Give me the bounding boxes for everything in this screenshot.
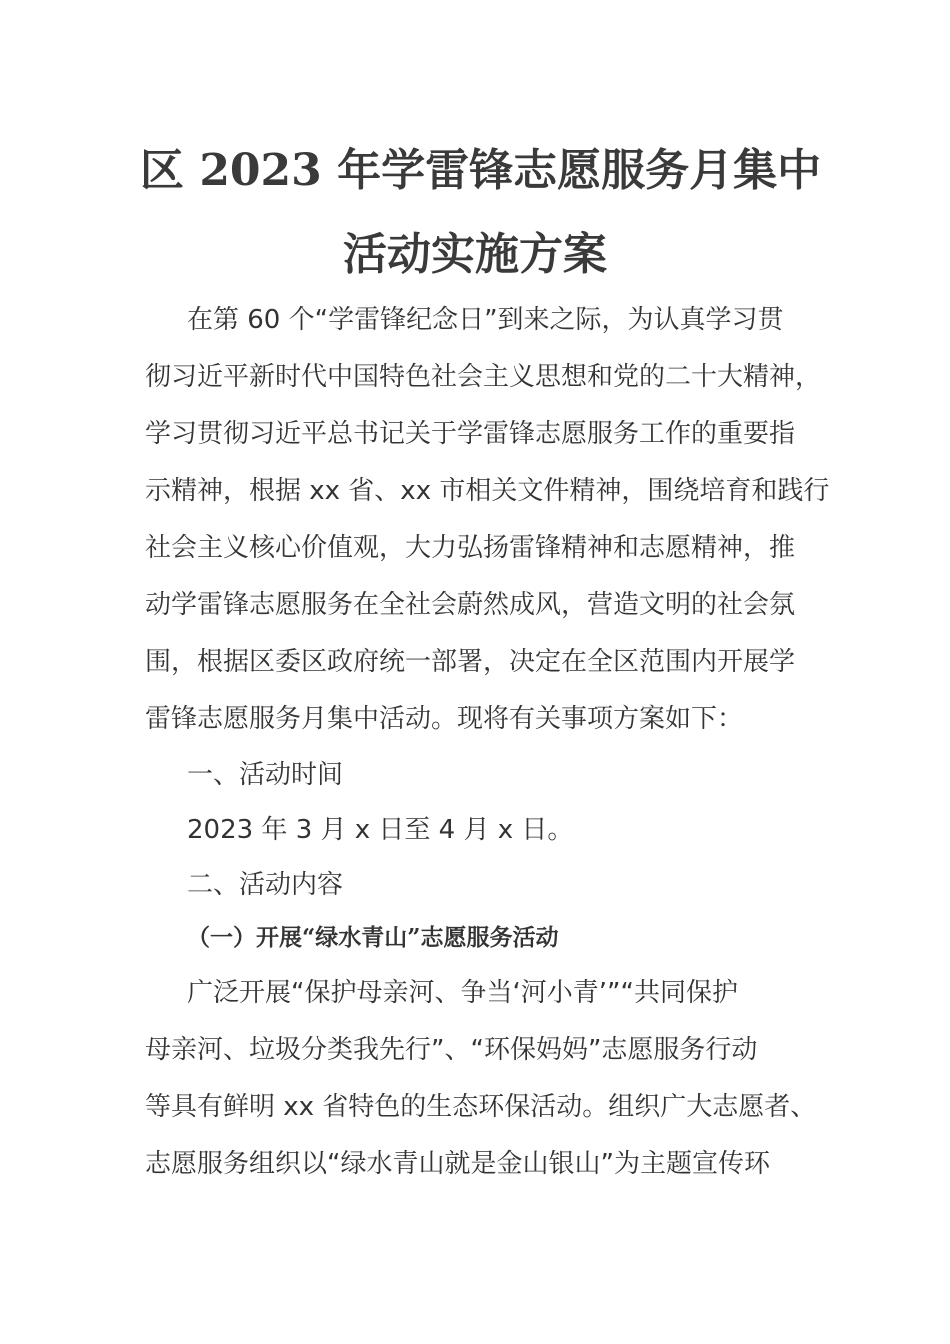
document-title-line-2: 活动实施方案: [343, 229, 607, 280]
subsection-line-2: 母亲河、垃圾分类我先行”、“环保妈妈”志愿服务行动: [145, 1035, 758, 1065]
subsection-line-1: 广泛开展“保护母亲河、争当‘河小青’”“共同保护: [187, 978, 738, 1008]
subsection-line-3: 等具有鲜明 xx 省特色的生态环保活动。组织广大志愿者、: [145, 1092, 817, 1122]
intro-line-3: 学习贯彻习近平总书记关于学雷锋志愿服务工作的重要指: [145, 419, 796, 449]
subsection-line-4: 志愿服务组织以“绿水青山就是金山银山”为主题宣传环: [145, 1149, 770, 1179]
intro-line-1: 在第 60 个“学雷锋纪念日”到来之际，为认真学习贯: [187, 305, 784, 335]
subsection-heading-green-mountains: （一）开展“绿水青山”志愿服务活动: [187, 924, 559, 951]
section-heading-content: 二、活动内容: [187, 870, 344, 900]
intro-line-2: 彻习近平新时代中国特色社会主义思想和党的二十大精神，: [145, 362, 822, 392]
intro-line-4: 示精神，根据 xx 省、xx 市相关文件精神，围绕培育和践行: [145, 476, 830, 506]
document-title-line-1: 区 2023 年学雷锋志愿服务月集中: [140, 145, 822, 196]
section-body-time: 2023 年 3 月 x 日至 4 月 x 日。: [187, 815, 574, 845]
intro-line-8: 雷锋志愿服务月集中活动。现将有关事项方案如下：: [145, 704, 744, 734]
intro-line-7: 围，根据区委区政府统一部署，决定在全区范围内开展学: [145, 647, 796, 677]
intro-line-6: 动学雷锋志愿服务在全社会蔚然成风，营造文明的社会氛: [145, 590, 796, 620]
section-heading-time: 一、活动时间: [187, 760, 344, 790]
intro-line-5: 社会主义核心价值观，大力弘扬雷锋精神和志愿精神，推: [145, 533, 796, 563]
